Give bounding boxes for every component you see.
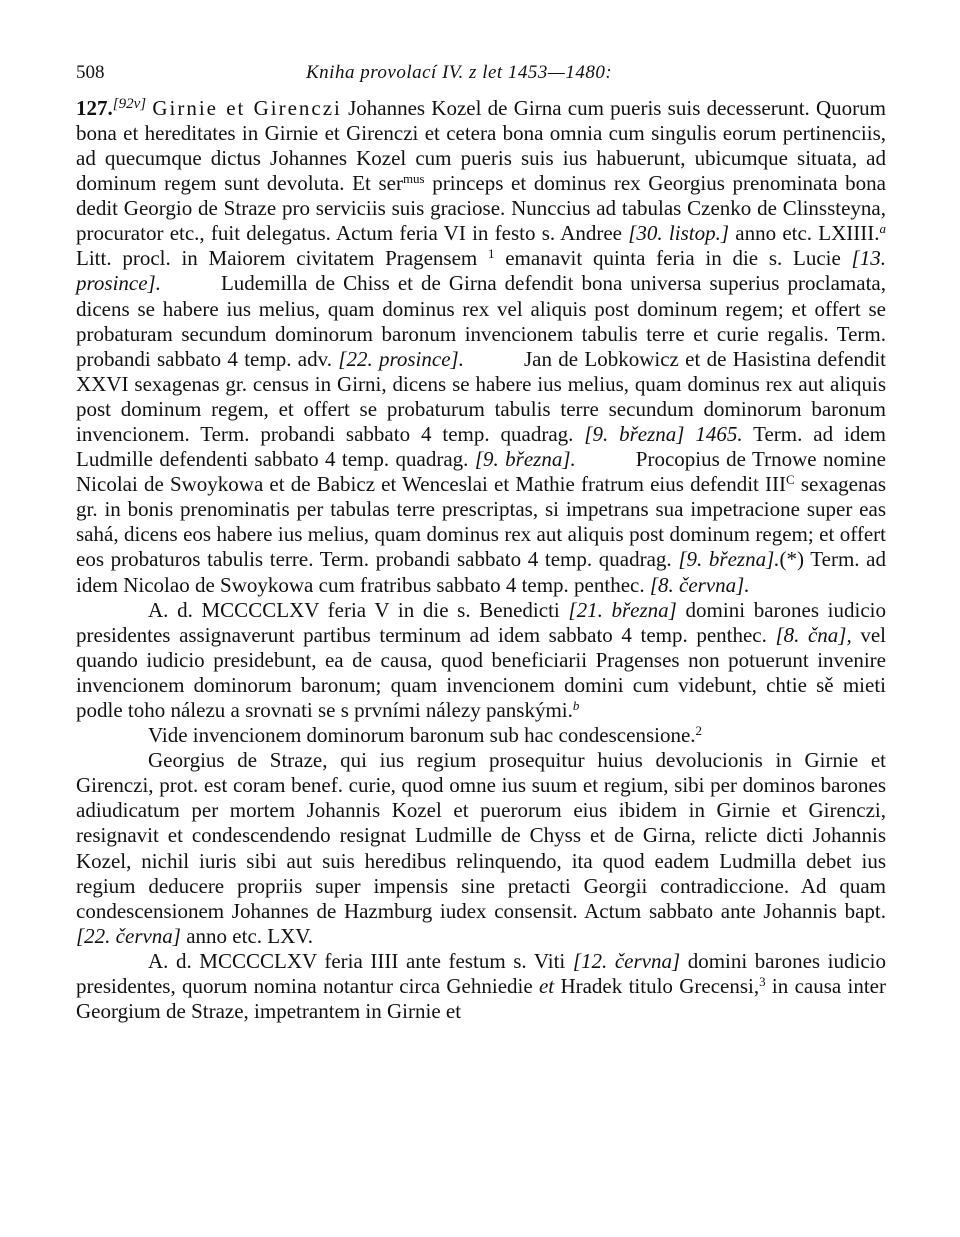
date-note: [30. listop.]: [628, 221, 730, 246]
body-text: [76, 92, 886, 1024]
date-note: [12. června]: [572, 948, 681, 973]
page-number: 508: [76, 62, 105, 83]
footnote-mark-2: 2: [695, 722, 703, 738]
running-title: Kniha provolací IV. z let 1453—1480:: [306, 62, 613, 83]
date-note: [8. čna],: [775, 622, 852, 647]
superscript: mus: [402, 170, 425, 186]
place-names: Girnie et Girenczi: [152, 95, 342, 120]
date-note: [8. června].: [649, 572, 750, 597]
date-note: [9. března].: [678, 547, 780, 572]
paragraph: A. d. MCCCCLXV feria IIII ante festum s. Viti [12. června] domini barones iudicio presidentes, quorum nomina notantur circa Gehniedie et Hradek titulo Grecensi,$^3$ in causa inter Georgium de Straze, impetrantem in Girnie et: [76, 948, 886, 1024]
paragraph: Georgius de Straze, qui ius regium prosequitur huius devolucionis in Girnie et Girenczi, prot. est coram benef. curie, quod omne ius suum et regium, sibi per dominos barones adiudicatum per mortem Johannis Kozel et puerorum eius ibidem in Girnie et Girenczi, resignavit et condescendendo resignat Ludmille de Chyss et de Girna, relicte dicti Johannis Kozel, nichil iuris sibi aut suis heredibus relinquendo, ita quod eadem Ludmilla debet ius regium deducere propriis super impensis sine pretacti Georgii contradiccione. Ad quam condescensionem Johannes de Hazmburg iudex consensit. Actum sabbato ante Johannis bapt. [22. června] anno etc. LXV.: [76, 748, 886, 948]
footnote-mark-a: a: [879, 221, 886, 237]
date-note: [13. prosince].: [76, 246, 886, 296]
paragraph: Vide invencionem dominorum baronum sub hac condescensione.$^2$: [148, 722, 703, 748]
entry-number: 127.: [76, 95, 113, 120]
footnote-mark-3: 3: [759, 973, 766, 989]
date-note: [22. června]: [76, 923, 181, 948]
footnote-mark-b: b: [572, 697, 580, 713]
paragraph: A. d. MCCCCLXV feria V in die s. Benedicti [21. března] domini barones iudicio presidentes assignaverunt partibus terminum ad idem sabbato 4 temp. penthec. [8. čna], vel quando iudicio presidebunt, ea de causa, quod beneficiarii Pragenses non potuerunt invenire invencionem dominorum baronum; quam invencionem domini cum videbunt, chtie sě mieti podle toho nálezu a srovnati se s prvními nálezy panskými.$^b$: [76, 597, 886, 722]
date-note: [9. března].: [474, 447, 576, 472]
entry-127: 127.[92v] Girnie et Girenczi Johannes Kozel de Girna cum pueris suis decesserunt. Quorum bona et hereditates in Girnie et Girenczi et cetera bona omnia cum singulis eorum pertinenciis, ad quecumque dictus Johannes Kozel cum pueris suis ius habuerunt, ubicumque situata, ad dominum regem sunt devoluta. Et ser$^{mus}$ princeps et dominus rex Georgius prenominata bona dedit Georgio de Straze pro serviciis suis graciose. Nunccius ad tabulas Czenko de Clinssteyna, procurator etc., fuit delegatus. Actum feria VI in festo s. Andree [30. listop.] anno etc. LXIIII.$^a$ Litt. procl. in Maiorem civitatem Pragensem $^1$ emanavit quinta feria in die s. Lucie [13. prosince]. Ludemilla de Chiss et de Girna defendit bona universa superius proclamata, dicens se habere ius melius, quam dominus rex vel aliquis post dominum regem; et offert se probaturam secundum dominorum baronum invencionem tabulis terre et curie regalis. Term. probandi sabbato 4 temp. adv. [22. prosince]. Jan de Lobkowicz et de Hasistina defendit XXVI sexagenas gr. census in Girni, dicens se habere ius melius, quam dominus rex aut aliquis post dominum regem, et offert se probaturum tabulis terre secundum dominorum baronum invencionem. Term. probandi sabbato 4 temp. quadrag. [9. března] 1465. Term. ad idem Ludmille defendenti sabbato 4 temp. quadrag. [9. března]. Procopius de Trnowe nomine Nicolai de Swoykowa et de Babicz et Wenceslai et Mathie fratrum eius defendit $III^C$ sexagenas gr. in bonis prenominatis per tabulas terre prescriptas, si impetrans sua impetracione super eas sahá, dicens eos habere ius melius, quam dominus rex aut aliquis post dominum regem; et offert eos probaturos tabulis terre. Term. probandi sabbato 4 temp. quadrag. [9. března].(*) Term. ad idem Nicolao de Swoykowa cum fratribus sabbato 4 temp. penthec. [8. června].: [76, 95, 887, 597]
page-header: [76, 52, 886, 92]
superscript: C: [786, 472, 795, 488]
date-note: [22. prosince].: [338, 346, 464, 371]
date-note: [9. března] 1465.: [584, 421, 743, 446]
footnote-mark-1: 1: [488, 246, 495, 262]
date-note: [21. března]: [568, 597, 677, 622]
document-page: [76, 52, 886, 1024]
folio-ref: [92v]: [112, 96, 147, 112]
